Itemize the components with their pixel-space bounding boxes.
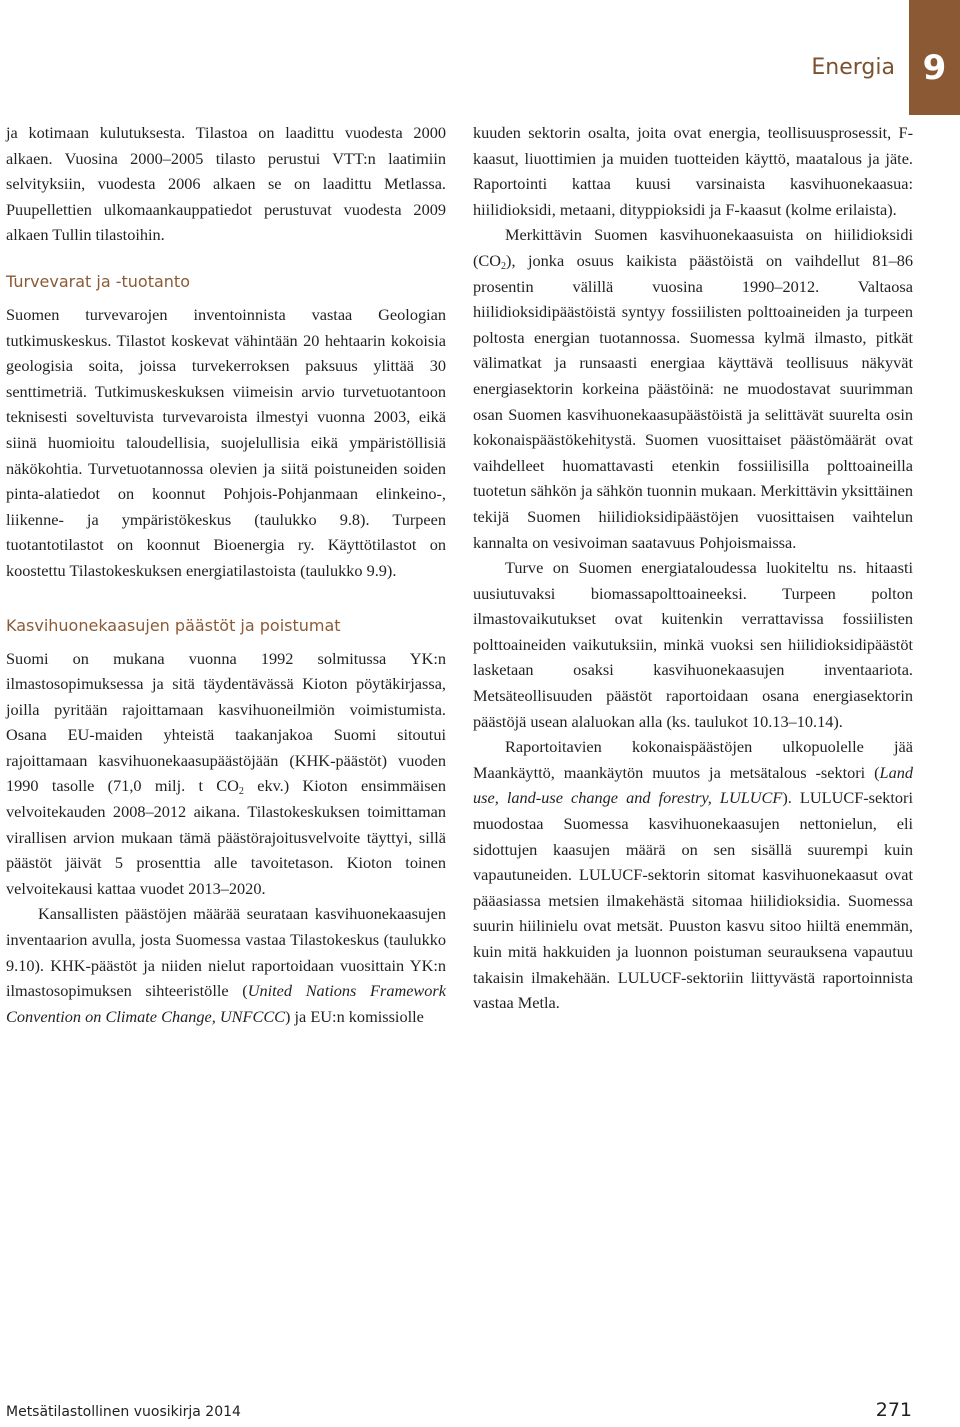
italic-text: Land use, land-use change and forestry, LULUCF (473, 762, 913, 808)
subscript: 2 (501, 260, 507, 272)
text-segment: ), jonka osuus kaikista päästöistä on vaihdellut 81–86 prosentin välillä vuosina 1990–2012. Valtaosa hiilidioksidipäästöistä syntyy fossiilisten polttoaineiden ja turpeen poltosta energian tuotannossa. Suomessa kylmä ilmasto, pitkät välimatkat ja runsaasti energiaa käyttävä teollisuus näkyvät energiasektorin korkeina päästöinä: ne muodostavat suurimman osan Suomen kasvihuonekaasupäästöistä ja selittävät suurelta osin kokonaispäästökehitystä. Suomen vuosittaiset päästömäärät ovat vaihdelleet huomattavasti etenkin fossiilisilla polttoaineilla tuotetun sähkön ja sähkön tuonnin mukaan. Merkittävin yksittäinen tekijä Suomen hiilidioksidipäästöjen vuosittaisen vaihtelun kannalta on vesivoiman saatavuus Pohjoismaissa. (473, 250, 913, 552)
italic-text: United Nations Framework Convention on Climate Change, UNFCCC (6, 981, 446, 1026)
chapter-number: 9 (922, 48, 947, 88)
chapter-header (811, 0, 960, 115)
paragraph-lulucf (473, 734, 913, 1016)
paragraph-sectors: kuuden sektorin osalta, joita ovat energia, teollisuusprosessit, F-kaasut, liuottimien ja muiden tuotteiden käyttö, maatalous ja jäte. Raportointi kattaa kuusi varsinaista kasvihuonekaasua: hiilidioksidi, metaani, dityppioksidi ja F-kaasut (kolme erilaista). (473, 123, 913, 219)
text-segment: Merkittävin Suomen kasvihuonekaasuista on hiilidioksidi (CO (473, 225, 913, 270)
paragraph-inventory (6, 901, 446, 1029)
paragraph-intro: ja kotimaan kulutuksesta. Tilastoa on laadittu vuodesta 2000 alkaen. Vuosina 2000–2005 tilasto perustui VTT:n laatimiin selvityksiin, vuodesta 2006 alkaen se on laadittu Metlassa. Puupellettien ulkomaankauppatiedot perustuvat vuodesta 2009 alkaen Tullin tilastoihin. (6, 123, 446, 245)
heading-greenhouse-gases: Kasvihuonekaasujen päästöt ja poistumat (6, 615, 341, 635)
paragraph-peat: Suomen turvevarojen inventoinnista vastaa Geologian tutkimuskeskus. Tilastot koskevat vähintään 20 hehtaarin kokoisia geologisia soita, joissa turvekerroksen paksuus ylittää 30 senttimetriä. Tutkimuskeskuksen viimeisin arvio turvetuotantoon teknisesti soveltuvista turvevaroista ilmestyi vuonna 2003, eikä siinä huomioitu taloudellisia, suojelullisia eikä ympäristöllisiä näkökohtia. Turvetuotannossa olevien ja siitä poistuneiden soiden pinta-alatiedot on koonnut Pohjois-Pohjanmaan elinkeino-, liikenne- ja ympäristökeskus (taulukko 9.8). Turpeen tuotantotilastot on koonnut Bioenergia ry. Käyttötilastot on koostettu Tilastokeskuksen energiatilastoista (taulukko 9.9). (6, 304, 446, 580)
paragraph-peat-energy: Turve on Suomen energiataloudessa luokiteltu ns. hitaasti uusiutuvaksi biomassapolttoaineeksi. Turpeen polton ilmastovaikutukset ovat kuitenkin verrattavissa fossiilisten polttoaineiden vaikutuksiin, minkä vuoksi sen hiilidioksidipäästöt lasketaan osaksi kasvihuonekaasujen inventaariota. Metsäteollisuuden päästöt raportoidaan osana energiasektorin päästöjä usean alaluokan alla (ks. taulukot 10.13–10.14). (473, 558, 913, 731)
publication-title: Metsätilastollinen vuosikirja 2014 (6, 1404, 241, 1420)
text-segment: Raportoitavien kokonaispäästöjen ulkopuolelle jää Maankäyttö, maankäytön muutos ja metsätalous -sektori ( (473, 737, 913, 782)
right-column (473, 120, 913, 1016)
page-number: 271 (875, 1399, 912, 1421)
chapter-name: Energia (811, 55, 895, 80)
text-segment: ). LULUCF-sektori muodostaa Suomessa kasvihuonekaasujen nettonielun, eli sidottujen kaasujen määrä on sen sisällä suurempi kuin vapautuneiden. LULUCF-sektorin sitomat kasvihuonekaasut ovat pääasiassa metsien ilmakehästä sitomaa hiilidioksidia. Suomessa suurin hiilinielu ovat metsät. Puuston kasvu sitoo hiiltä enemmän, kuin mitä hakkuiden ja luonnon poistuman seurauksena vapautuu takaisin ilmakehään. LULUCF-sektoriin liittyvästä raportoinnista vastaa Metla. (473, 788, 913, 1013)
text-segment: ekv.) Kioton ensimmäisen velvoitekauden 2008–2012 aikana. Tilastokeskuksen toimittaman virallisen arvion mukaan tämä päästörajoitusvelvoite täyttyi, sillä päästöt jäivät 5 prosenttia alle tavoitetason. Kioton toinen velvoitekausi kattaa vuodet 2013–2020. (6, 776, 446, 898)
heading-peat-resources: Turvevarat ja -tuotanto (6, 271, 190, 291)
text-segment: Kansallisten päästöjen määrää seurataan kasvihuonekaasujen inventaarion avulla, josta Suomessa vastaa Tilastokeskus (taulukko 9.10). KHK-päästöt ja niiden nielut raportoidaan vuosittain YK:n ilmastosopimuksen sihteeristölle ( (6, 904, 446, 1001)
text-segment: Suomi on mukana vuonna 1992 solmitussa YK:n ilmastosopimuksessa ja sitä täydentävässä Kioton pöytäkirjassa, joilla pyritään rajoittamaan kasvihuoneilmiön voimistumista. Osana EU-maiden yhteistä taakanjakoa Suomi sitoutui rajoittamaan kasvihuonekaasupäästöjään (KHK-päästöt) vuoden 1990 tasolle (71,0 milj. t CO (6, 648, 446, 796)
subscript: 2 (238, 786, 244, 798)
chapter-number-tab (909, 0, 960, 115)
text-segment: ) ja EU:n komissiolle (285, 1006, 424, 1026)
paragraph-co2 (473, 222, 913, 555)
left-column (6, 120, 446, 1029)
paragraph-kyoto (6, 646, 446, 902)
